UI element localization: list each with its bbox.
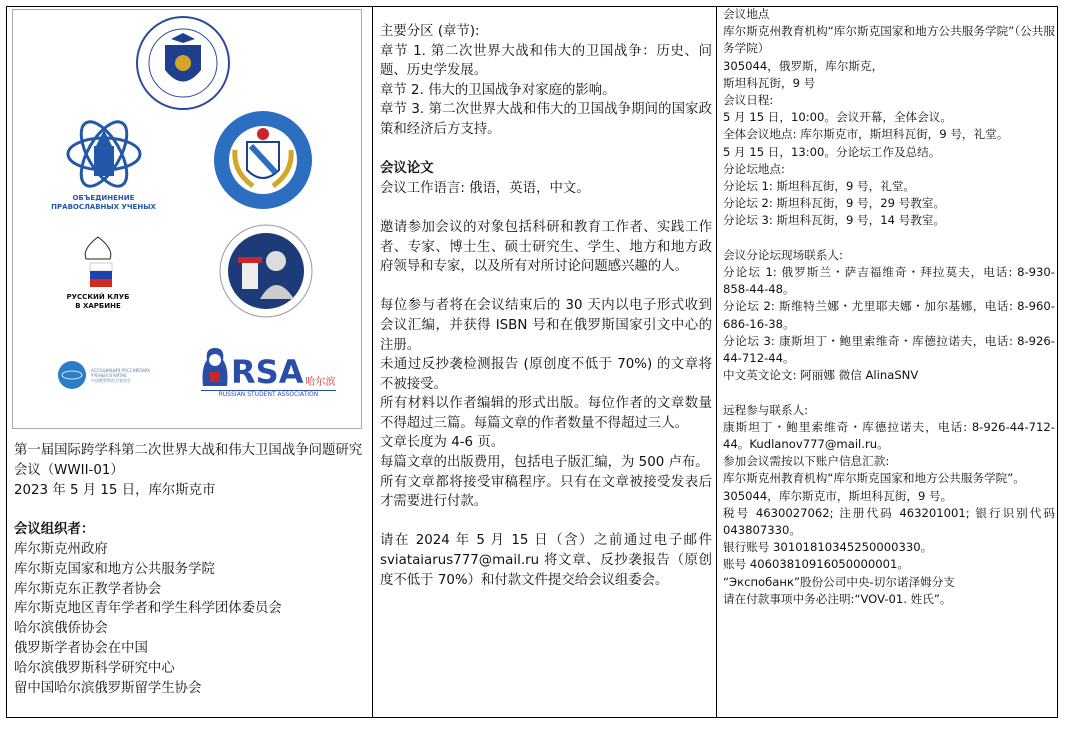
conference-date: 2023 年 5 月 15 日，库尔斯克市 [14, 482, 216, 498]
rsa-logo [201, 346, 336, 398]
contact-line: 分论坛 3: 康斯坦丁・鲍里索维奇・库德拉诺夫，电话: 8-926-44-712-44。 [723, 333, 1055, 366]
rsa-subtitle: RUSSIAN STUDENT ASSOCIATION [201, 390, 336, 398]
rule-item: 每篇文章的出版费用，包括电子版汇编，为 500 卢布。 [380, 455, 709, 471]
languages: 会议工作语言: 俄语，英语，中文。 [380, 180, 590, 196]
section-item: 章节 1. 第二次世界大战和伟大的卫国战争：历史、问题、历史学发展。 [380, 43, 712, 79]
organizer-item: 库尔斯克地区青年学者和学生科学团体委员会 [14, 601, 282, 617]
venue-line: 斯坦科瓦街，9 号 [723, 75, 816, 90]
contacts-heading: 会议分论坛现场联系人: [723, 247, 843, 262]
payment-line: 库尔斯克州教育机构“库尔斯克国家和地方公共服务学院”。 [723, 471, 1025, 486]
contact-line: 分论坛 2: 斯维特兰娜・尤里耶夫娜・加尔基娜，电话: 8-960-686-16-38。 [723, 299, 1055, 331]
organizers-heading: 会议组织者： [14, 522, 95, 538]
left-text [14, 441, 364, 698]
contact-line: 分论坛 1: 俄罗斯兰・萨吉福维奇・拜拉莫夫，电话: 8-930-858-44-48。 [723, 265, 1055, 297]
right-column [717, 7, 1058, 717]
academy-logo [135, 15, 231, 111]
rsa-text: RSA [231, 353, 304, 391]
association-cn-text: 中国俄罗斯科学家协会 [91, 377, 131, 383]
organizer-item: 哈尔滨俄侨协会 [14, 621, 108, 637]
info-table [6, 6, 1058, 718]
payment-line: 银行账号 30101810345250000330。 [723, 540, 933, 555]
papers-heading: 会议论文 [380, 161, 434, 177]
orthodox-logo-text: ОБЪЕДИНЕНИЕ ПРАВОСЛАВНЫХ УЧЕНЫХ [51, 194, 156, 211]
russian-club-line2: В ХАРБИНЕ [75, 302, 121, 310]
section-item: 章节 3. 第二次世界大战和伟大的卫国战争期间的国家政策和经济后方支持。 [380, 102, 712, 137]
matryoshka-icon [201, 346, 229, 388]
dome-flag-icon [78, 235, 118, 289]
submission-info: 请在 2024 年 5 月 15 日（含）之前通过电子邮件 sviataiarus777@mail.ru 将文章、反抄袭报告（原创度不低于 70%）和付款文件提交给会议组委会。 [380, 533, 712, 588]
association-text: АССОЦИАЦИЯ РОССИЙСКИХ УЧЕНЫХ В КИТАЕ [91, 367, 150, 378]
schedule-line: 5 月 15 日，10:00。会议开幕，全体会议。 [723, 110, 952, 125]
rule-item: 未通过反抄袭检测报告 (原创度不低于 70%) 的文章将不被接受。 [380, 357, 712, 392]
organizer-item: 库尔斯克东正教学者协会 [14, 581, 162, 597]
association-logo [57, 360, 157, 390]
venue-line: 库尔斯克州教育机构“库尔斯克国家和地方公共服务学院”（公共服务学院） [723, 24, 1055, 56]
research-center-logo [218, 223, 314, 319]
orthodox-scholars-logo [51, 118, 156, 212]
atom-church-icon [66, 118, 142, 190]
schedule-line: 分论坛地点: [723, 161, 785, 176]
remote-heading: 远程参与联系人: [723, 402, 809, 417]
schedule-line: 分论坛 2: 斯坦科瓦街，9 号，29 号教室。 [723, 196, 946, 211]
contact-line: 中文英文论文: 阿丽娜 微信 AlinaSNV [723, 368, 919, 383]
middle-column [373, 7, 717, 717]
venue-heading: 会议地点 [723, 7, 770, 21]
schedule-line: 分论坛 1: 斯坦科瓦街，9 号，礼堂。 [723, 179, 916, 194]
organizer-item: 哈尔滨俄罗斯科学研究中心 [14, 660, 175, 676]
sections-heading: 主要分区 (章节): [380, 24, 480, 39]
remote-contact: 康斯坦丁・鲍里索维奇・库德拉诺夫，电话: 8-926-44-712-44。Kudlanov777@mail.ru。 [723, 419, 1055, 452]
payment-line: 请在付款事项中务必注明:“VOV-01. 姓氏”。 [723, 591, 952, 606]
organizer-item: 库尔斯克州政府 [14, 541, 108, 557]
payment-line: 账号 40603810916050000001。 [723, 557, 909, 572]
atom-icon [57, 360, 87, 390]
schedule-line: 全体会议地点: 库尔斯克市，斯坦科瓦街，9 号，礼堂。 [723, 127, 1009, 142]
schedule-line: 5 月 15 日，13:00。分论坛工作及总结。 [723, 144, 941, 159]
venue-line: 305044，俄罗斯，库尔斯克， [723, 58, 884, 73]
rsa-city: 哈尔滨 [305, 377, 336, 388]
logos-image [12, 9, 362, 429]
rule-item: 所有材料以作者编辑的形式出版。每位作者的文章数量不得超过三篇。每篇文章的作者数量不得超过三人。 [380, 396, 712, 431]
payment-line: 305044，库尔斯克市，斯坦科瓦街，9 号。 [723, 488, 953, 503]
payment-line: 税号 4630027062; 注册代码 463201001; 银行识别代码 043807330。 [723, 505, 1055, 538]
schedule-line: 分论坛 3: 斯坦科瓦街，9 号，14 号教室。 [723, 213, 946, 228]
payment-line: 参加会议需按以下账户信息汇款: [723, 454, 890, 469]
russian-club-line1: РУССКИЙ КЛУБ [66, 293, 130, 301]
russian-club-harbin-logo [53, 235, 143, 311]
schedule-heading: 会议日程: [723, 93, 774, 108]
organizer-item: 俄罗斯学者协会在中国 [14, 640, 148, 656]
kursk-council-logo [213, 110, 313, 210]
rule-item: 每位参与者将在会议结束后的 30 天内以电子形式收到会议汇编，并获得 ISBN 号和在俄罗斯国家引文中心的注册。 [380, 298, 712, 353]
organizer-item: 留中国哈尔滨俄罗斯留学生协会 [14, 680, 202, 696]
organizer-item: 库尔斯克国家和地方公共服务学院 [14, 561, 215, 577]
conference-title: 第一届国际跨学科第二次世界大战和伟大卫国战争问题研究会议（WWII-01） [14, 443, 363, 478]
payment-line: “Экспобанк”股份公司中央-切尔诺泽姆分支 [723, 574, 955, 589]
rule-item: 所有文章都将接受审稿程序。只有在文章被接受发表后才需要进行付款。 [380, 474, 712, 510]
invitation: 邀请参加会议的对象包括科研和教育工作者、实践工作者、专家、博士生、硕士研究生、学生、地方和地方政府领导和专家，以及所有对所讨论问题感兴趣的人。 [380, 219, 712, 275]
rule-item: 文章长度为 4-6 页。 [380, 435, 505, 451]
section-item: 章节 2. 伟大的卫国战争对家庭的影响。 [380, 82, 616, 98]
left-column [7, 7, 373, 717]
